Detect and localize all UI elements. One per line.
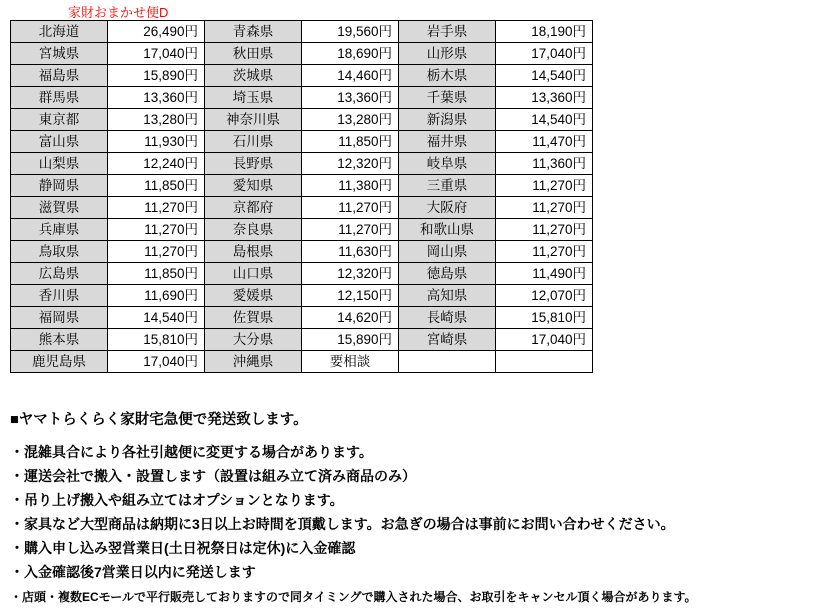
fare-cell: 11,270円: [496, 241, 593, 263]
prefecture-cell: 福岡県: [11, 307, 108, 329]
prefecture-cell: 石川県: [205, 131, 302, 153]
table-row: [11, 43, 593, 65]
table-row: [11, 351, 593, 373]
fare-cell: 26,490円: [108, 21, 205, 43]
table-body: [11, 21, 593, 373]
fare-cell: 11,850円: [302, 131, 399, 153]
table-row: [11, 65, 593, 87]
notes-small-print: ・店頭・複数ECモールで平行販売しておりますので同タイミングで購入された場合、お取引をキャンセル頂く場合があります。: [10, 589, 697, 604]
table-row: [11, 219, 593, 241]
fare-cell: 11,470円: [496, 131, 593, 153]
prefecture-cell: 宮城県: [11, 43, 108, 65]
fare-cell: 11,270円: [302, 197, 399, 219]
prefecture-cell: 山口県: [205, 263, 302, 285]
note-line: ・購入申し込み翌営業日(土日祝祭日は定休)に入金確認: [10, 539, 356, 556]
fare-cell: 14,540円: [108, 307, 205, 329]
fare-cell: 11,490円: [496, 263, 593, 285]
note-line: ・吊り上げ搬入や組み立てはオプションとなります。: [10, 492, 344, 509]
fare-cell: 12,320円: [302, 153, 399, 175]
prefecture-cell: 茨城県: [205, 65, 302, 87]
fare-cell: 18,690円: [302, 43, 399, 65]
fare-cell: 13,280円: [302, 109, 399, 131]
prefecture-cell: 栃木県: [399, 65, 496, 87]
fare-cell: 14,620円: [302, 307, 399, 329]
fare-cell: 14,540円: [496, 65, 593, 87]
fare-cell: 11,270円: [496, 175, 593, 197]
prefecture-cell: 高知県: [399, 285, 496, 307]
prefecture-cell: 鳥取県: [11, 241, 108, 263]
prefecture-cell: 大阪府: [399, 197, 496, 219]
table-row: [11, 153, 593, 175]
note-line: ・家具など大型商品は納期に3日以上お時間を頂戴します。お急ぎの場合は事前にお問い合わせください。: [10, 516, 675, 533]
fare-cell: 17,040円: [496, 43, 593, 65]
prefecture-cell: 和歌山県: [399, 219, 496, 241]
fare-cell: 13,360円: [108, 87, 205, 109]
prefecture-cell: 奈良県: [205, 219, 302, 241]
prefecture-cell: 新潟県: [399, 109, 496, 131]
table-row: [11, 175, 593, 197]
prefecture-cell: 山形県: [399, 43, 496, 65]
prefecture-cell: 東京都: [11, 109, 108, 131]
prefecture-cell: 神奈川県: [205, 109, 302, 131]
fare-cell: 19,560円: [302, 21, 399, 43]
prefecture-cell: 熊本県: [11, 329, 108, 351]
prefecture-cell: 沖縄県: [205, 351, 302, 373]
prefecture-cell: 埼玉県: [205, 87, 302, 109]
fare-cell: 13,360円: [302, 87, 399, 109]
fare-cell: 13,360円: [496, 87, 593, 109]
fare-cell: 11,930円: [108, 131, 205, 153]
empty-cell: [399, 351, 496, 373]
shipping-fare-table: [10, 20, 593, 373]
prefecture-cell: 京都府: [205, 197, 302, 219]
fare-cell: 11,850円: [108, 263, 205, 285]
fare-cell: 11,270円: [108, 219, 205, 241]
table-row: [11, 87, 593, 109]
prefecture-cell: 千葉県: [399, 87, 496, 109]
prefecture-cell: 広島県: [11, 263, 108, 285]
fare-cell: 15,810円: [496, 307, 593, 329]
fare-cell: 17,040円: [496, 329, 593, 351]
prefecture-cell: 山梨県: [11, 153, 108, 175]
prefecture-cell: 秋田県: [205, 43, 302, 65]
prefecture-cell: 島根県: [205, 241, 302, 263]
fare-cell: 12,320円: [302, 263, 399, 285]
note-line: ・運送会社で搬入・設置します（設置は組み立て済み商品のみ）: [10, 468, 416, 485]
note-line: ・入金確認後7営業日以内に発送します: [10, 563, 256, 580]
prefecture-cell: 愛媛県: [205, 285, 302, 307]
fare-cell: 15,890円: [108, 65, 205, 87]
prefecture-cell: 富山県: [11, 131, 108, 153]
fare-cell: 11,270円: [496, 197, 593, 219]
prefecture-cell: 佐賀県: [205, 307, 302, 329]
prefecture-cell: 大分県: [205, 329, 302, 351]
prefecture-cell: 岩手県: [399, 21, 496, 43]
notes-section: [10, 412, 810, 610]
fare-cell: 11,850円: [108, 175, 205, 197]
prefecture-cell: 宮崎県: [399, 329, 496, 351]
prefecture-cell: 岡山県: [399, 241, 496, 263]
prefecture-cell: 北海道: [11, 21, 108, 43]
fare-cell: 11,270円: [302, 219, 399, 241]
prefecture-cell: 長崎県: [399, 307, 496, 329]
fare-cell: 17,040円: [108, 43, 205, 65]
table-row: [11, 21, 593, 43]
fare-cell: 14,540円: [496, 109, 593, 131]
prefecture-cell: 兵庫県: [11, 219, 108, 241]
fare-cell: 11,690円: [108, 285, 205, 307]
fare-cell: 15,890円: [302, 329, 399, 351]
table-row: [11, 285, 593, 307]
fare-cell: 12,150円: [302, 285, 399, 307]
empty-cell: [496, 351, 593, 373]
prefecture-cell: 岐阜県: [399, 153, 496, 175]
table-row: [11, 263, 593, 285]
note-line: ・混雑具合により各社引越便に変更する場合があります。: [10, 444, 373, 461]
fare-cell: 14,460円: [302, 65, 399, 87]
table-row: [11, 131, 593, 153]
fare-cell: 15,810円: [108, 329, 205, 351]
prefecture-cell: 福島県: [11, 65, 108, 87]
fare-cell: 17,040円: [108, 351, 205, 373]
fare-cell: 11,630円: [302, 241, 399, 263]
prefecture-cell: 徳島県: [399, 263, 496, 285]
prefecture-cell: 長野県: [205, 153, 302, 175]
prefecture-cell: 青森県: [205, 21, 302, 43]
prefecture-cell: 滋賀県: [11, 197, 108, 219]
fare-cell: 11,270円: [496, 219, 593, 241]
prefecture-cell: 香川県: [11, 285, 108, 307]
prefecture-cell: 静岡県: [11, 175, 108, 197]
table-row: [11, 197, 593, 219]
fare-cell: 11,270円: [108, 197, 205, 219]
table-row: [11, 241, 593, 263]
table-row: [11, 109, 593, 131]
fare-cell: 11,380円: [302, 175, 399, 197]
fare-cell: 12,070円: [496, 285, 593, 307]
prefecture-cell: 三重県: [399, 175, 496, 197]
page-title: 家財おまかせ便D: [68, 5, 169, 20]
prefecture-cell: 福井県: [399, 131, 496, 153]
table-row: [11, 307, 593, 329]
table-row: [11, 329, 593, 351]
prefecture-cell: 鹿児島県: [11, 351, 108, 373]
notes-list: [10, 443, 810, 582]
fare-cell: 11,360円: [496, 153, 593, 175]
fare-cell: 11,270円: [108, 241, 205, 263]
prefecture-cell: 群馬県: [11, 87, 108, 109]
prefecture-cell: 愛知県: [205, 175, 302, 197]
notes-heading: ■ヤマトらくらく家財宅急便で発送致します。: [10, 412, 308, 428]
fare-cell: 18,190円: [496, 21, 593, 43]
fare-cell: 12,240円: [108, 153, 205, 175]
fare-cell: 13,280円: [108, 109, 205, 131]
fare-cell: 要相談: [302, 351, 399, 373]
